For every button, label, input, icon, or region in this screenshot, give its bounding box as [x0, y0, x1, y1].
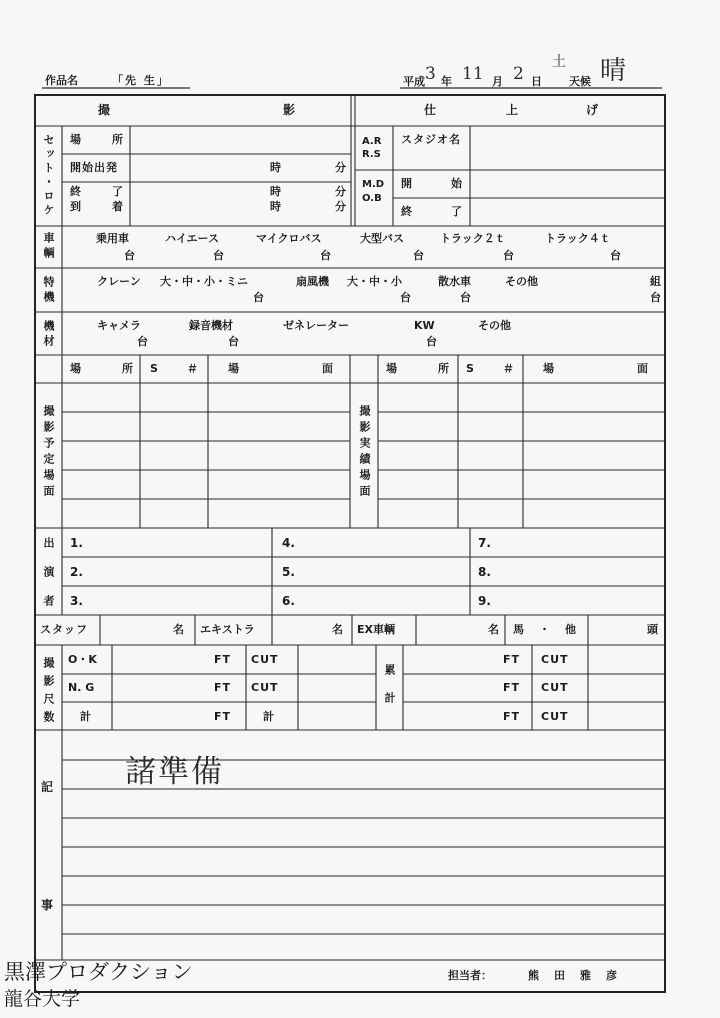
generator-label: ゼネレーター	[283, 319, 349, 332]
footage-label: 撮影尺数	[42, 657, 55, 729]
production-watermark: 黒澤プロダクション	[4, 960, 193, 984]
vehicle-item: トラック４ｔ	[545, 232, 611, 245]
sound-equipment-label: 録音機材	[189, 319, 233, 332]
cast-number: 9.	[478, 594, 491, 608]
handwritten-note: 諸準備	[125, 754, 224, 790]
equipment-label: 機材	[42, 320, 55, 350]
ob-label: O.B	[362, 193, 382, 204]
day-label: 日	[531, 75, 542, 88]
extras-label: エキストラ	[200, 623, 255, 636]
minute-unit: 分	[335, 185, 346, 198]
md-label: M.D	[362, 179, 385, 190]
vehicle-item: マイクロバス	[256, 232, 322, 245]
hour-unit: 時	[270, 185, 281, 198]
finishing-heading-char: 仕	[424, 103, 437, 117]
unit-label: 台	[320, 249, 331, 262]
departure-label: 開始出発	[70, 161, 118, 174]
unit-label: 台	[413, 249, 424, 262]
finishing-heading-char: げ	[586, 103, 599, 117]
unit-label: 台	[124, 249, 135, 262]
notes-label-top: 記	[41, 780, 54, 794]
other-label: その他	[505, 275, 538, 288]
unit-label: 台	[426, 335, 437, 348]
person-in-charge-name: 熊 田 雅 彦	[528, 969, 619, 982]
cut-unit: CUT	[541, 681, 569, 694]
arrival-label: 到 着	[70, 200, 133, 213]
scene-header-place: 場 所	[70, 362, 148, 375]
cut-unit: CUT	[541, 653, 569, 666]
section-divider-double	[351, 95, 355, 226]
unit-label: 台	[137, 335, 148, 348]
day-value: 2	[513, 64, 524, 84]
hour-unit: 時	[270, 161, 281, 174]
cut-unit: CUT	[541, 710, 569, 723]
title-label: 作品名	[45, 74, 78, 87]
shooting-heading-char: 影	[283, 103, 296, 117]
unit-label: 台	[228, 335, 239, 348]
fan-sizes: 大・中・小	[347, 275, 402, 288]
cast-number: 3.	[70, 594, 83, 608]
rs-label: R.S	[362, 149, 381, 160]
studio-name-label: スタジオ名	[401, 133, 461, 146]
crane-sizes: 大・中・小・ミニ	[160, 275, 248, 288]
weekday-value: 土	[552, 54, 566, 70]
ex-vehicle-label: EX車輌	[357, 623, 395, 636]
cast-number: 7.	[478, 536, 491, 550]
ft-unit: FT	[503, 653, 521, 666]
fan-label: 扇風機	[296, 275, 329, 288]
staff-label: スタッフ	[40, 623, 88, 636]
archive-watermark: 龍谷大学	[4, 988, 81, 1010]
ft-unit: FT	[214, 710, 232, 723]
cumulative-label: 累計	[383, 664, 396, 720]
hour-unit: 時	[270, 200, 281, 213]
camera-label: キャメラ	[97, 319, 141, 332]
weather-value: 晴	[600, 56, 627, 86]
cast-number: 1.	[70, 536, 83, 550]
sprinkler-truck-label: 散水車	[438, 275, 471, 288]
planned-scenes-label: 撮影予定場面	[42, 405, 55, 501]
actual-scenes-label: 撮影実績場面	[358, 405, 371, 501]
form-border	[35, 95, 665, 992]
ft-unit: FT	[503, 681, 521, 694]
cast-number: 8.	[478, 565, 491, 579]
finish-label: 終 了	[401, 205, 476, 218]
footage-ng-label: N. G	[68, 681, 95, 694]
month-label: 月	[492, 75, 503, 88]
unit-label: 台	[650, 291, 661, 304]
scene-header-number: S ＃	[150, 362, 207, 375]
scene-header-place: 場 所	[386, 362, 464, 375]
unit-label: 台	[460, 291, 471, 304]
person-unit: 名	[488, 623, 499, 636]
scene-header-scene: 場 面	[228, 362, 369, 375]
cast-number: 4.	[282, 536, 295, 550]
finishing-heading-char: 上	[506, 103, 519, 117]
cast-label: 出演者	[42, 537, 55, 624]
footage-ok-label: O・K	[68, 653, 97, 666]
shooting-heading-char: 撮	[98, 103, 111, 117]
vehicles-label: 車輌	[42, 232, 55, 262]
unit-label: 台	[610, 249, 621, 262]
weather-label: 天候	[569, 75, 591, 88]
scene-header-scene: 場 面	[543, 362, 684, 375]
notes-label-bottom: 事	[41, 898, 54, 912]
month-value: 11	[462, 64, 484, 84]
unit-label: 台	[253, 291, 264, 304]
era-label: 平成	[403, 75, 425, 88]
cut-unit: CUT	[251, 681, 279, 694]
ft-unit: FT	[214, 681, 232, 694]
end-label: 終 了	[70, 185, 133, 198]
person-unit: 名	[332, 623, 343, 636]
ar-label: A.R	[362, 136, 382, 147]
vehicle-item: 大型バス	[360, 232, 404, 245]
footage-total-label: 計	[80, 710, 91, 723]
cast-number: 5.	[282, 565, 295, 579]
other-label: その他	[478, 319, 511, 332]
year-value: 3	[425, 64, 436, 84]
person-unit: 名	[173, 623, 184, 636]
crane-label: クレーン	[97, 275, 141, 288]
cast-number: 6.	[282, 594, 295, 608]
year-label: 年	[441, 75, 452, 88]
head-unit: 頭	[647, 623, 658, 636]
place-label: 場 所	[70, 133, 133, 146]
person-in-charge-label: 担当者：	[448, 969, 492, 982]
unit-label: 台	[503, 249, 514, 262]
vehicle-item: 乗用車	[96, 232, 129, 245]
cast-number: 2.	[70, 565, 83, 579]
start-label: 開 始	[401, 177, 476, 190]
special-equipment-label: 特機	[42, 276, 55, 306]
unit-label: 台	[213, 249, 224, 262]
cut-unit: CUT	[251, 653, 279, 666]
horses-other-label: 馬 ・ 他	[513, 623, 578, 636]
minute-unit: 分	[335, 200, 346, 213]
vehicle-item: トラック２ｔ	[440, 232, 506, 245]
set-location-label: セット・ロケ	[42, 134, 55, 218]
cut-total-label: 計	[263, 710, 274, 723]
unit-label: 台	[400, 291, 411, 304]
scene-header-number: S ＃	[466, 362, 523, 375]
ft-unit: FT	[214, 653, 232, 666]
kw-label: KW	[414, 319, 435, 332]
title-value: 「先 生」	[112, 74, 170, 87]
ft-unit: FT	[503, 710, 521, 723]
vehicle-item: ハイエース	[165, 232, 220, 245]
minute-unit: 分	[335, 161, 346, 174]
set-unit-label: 組	[650, 275, 661, 288]
